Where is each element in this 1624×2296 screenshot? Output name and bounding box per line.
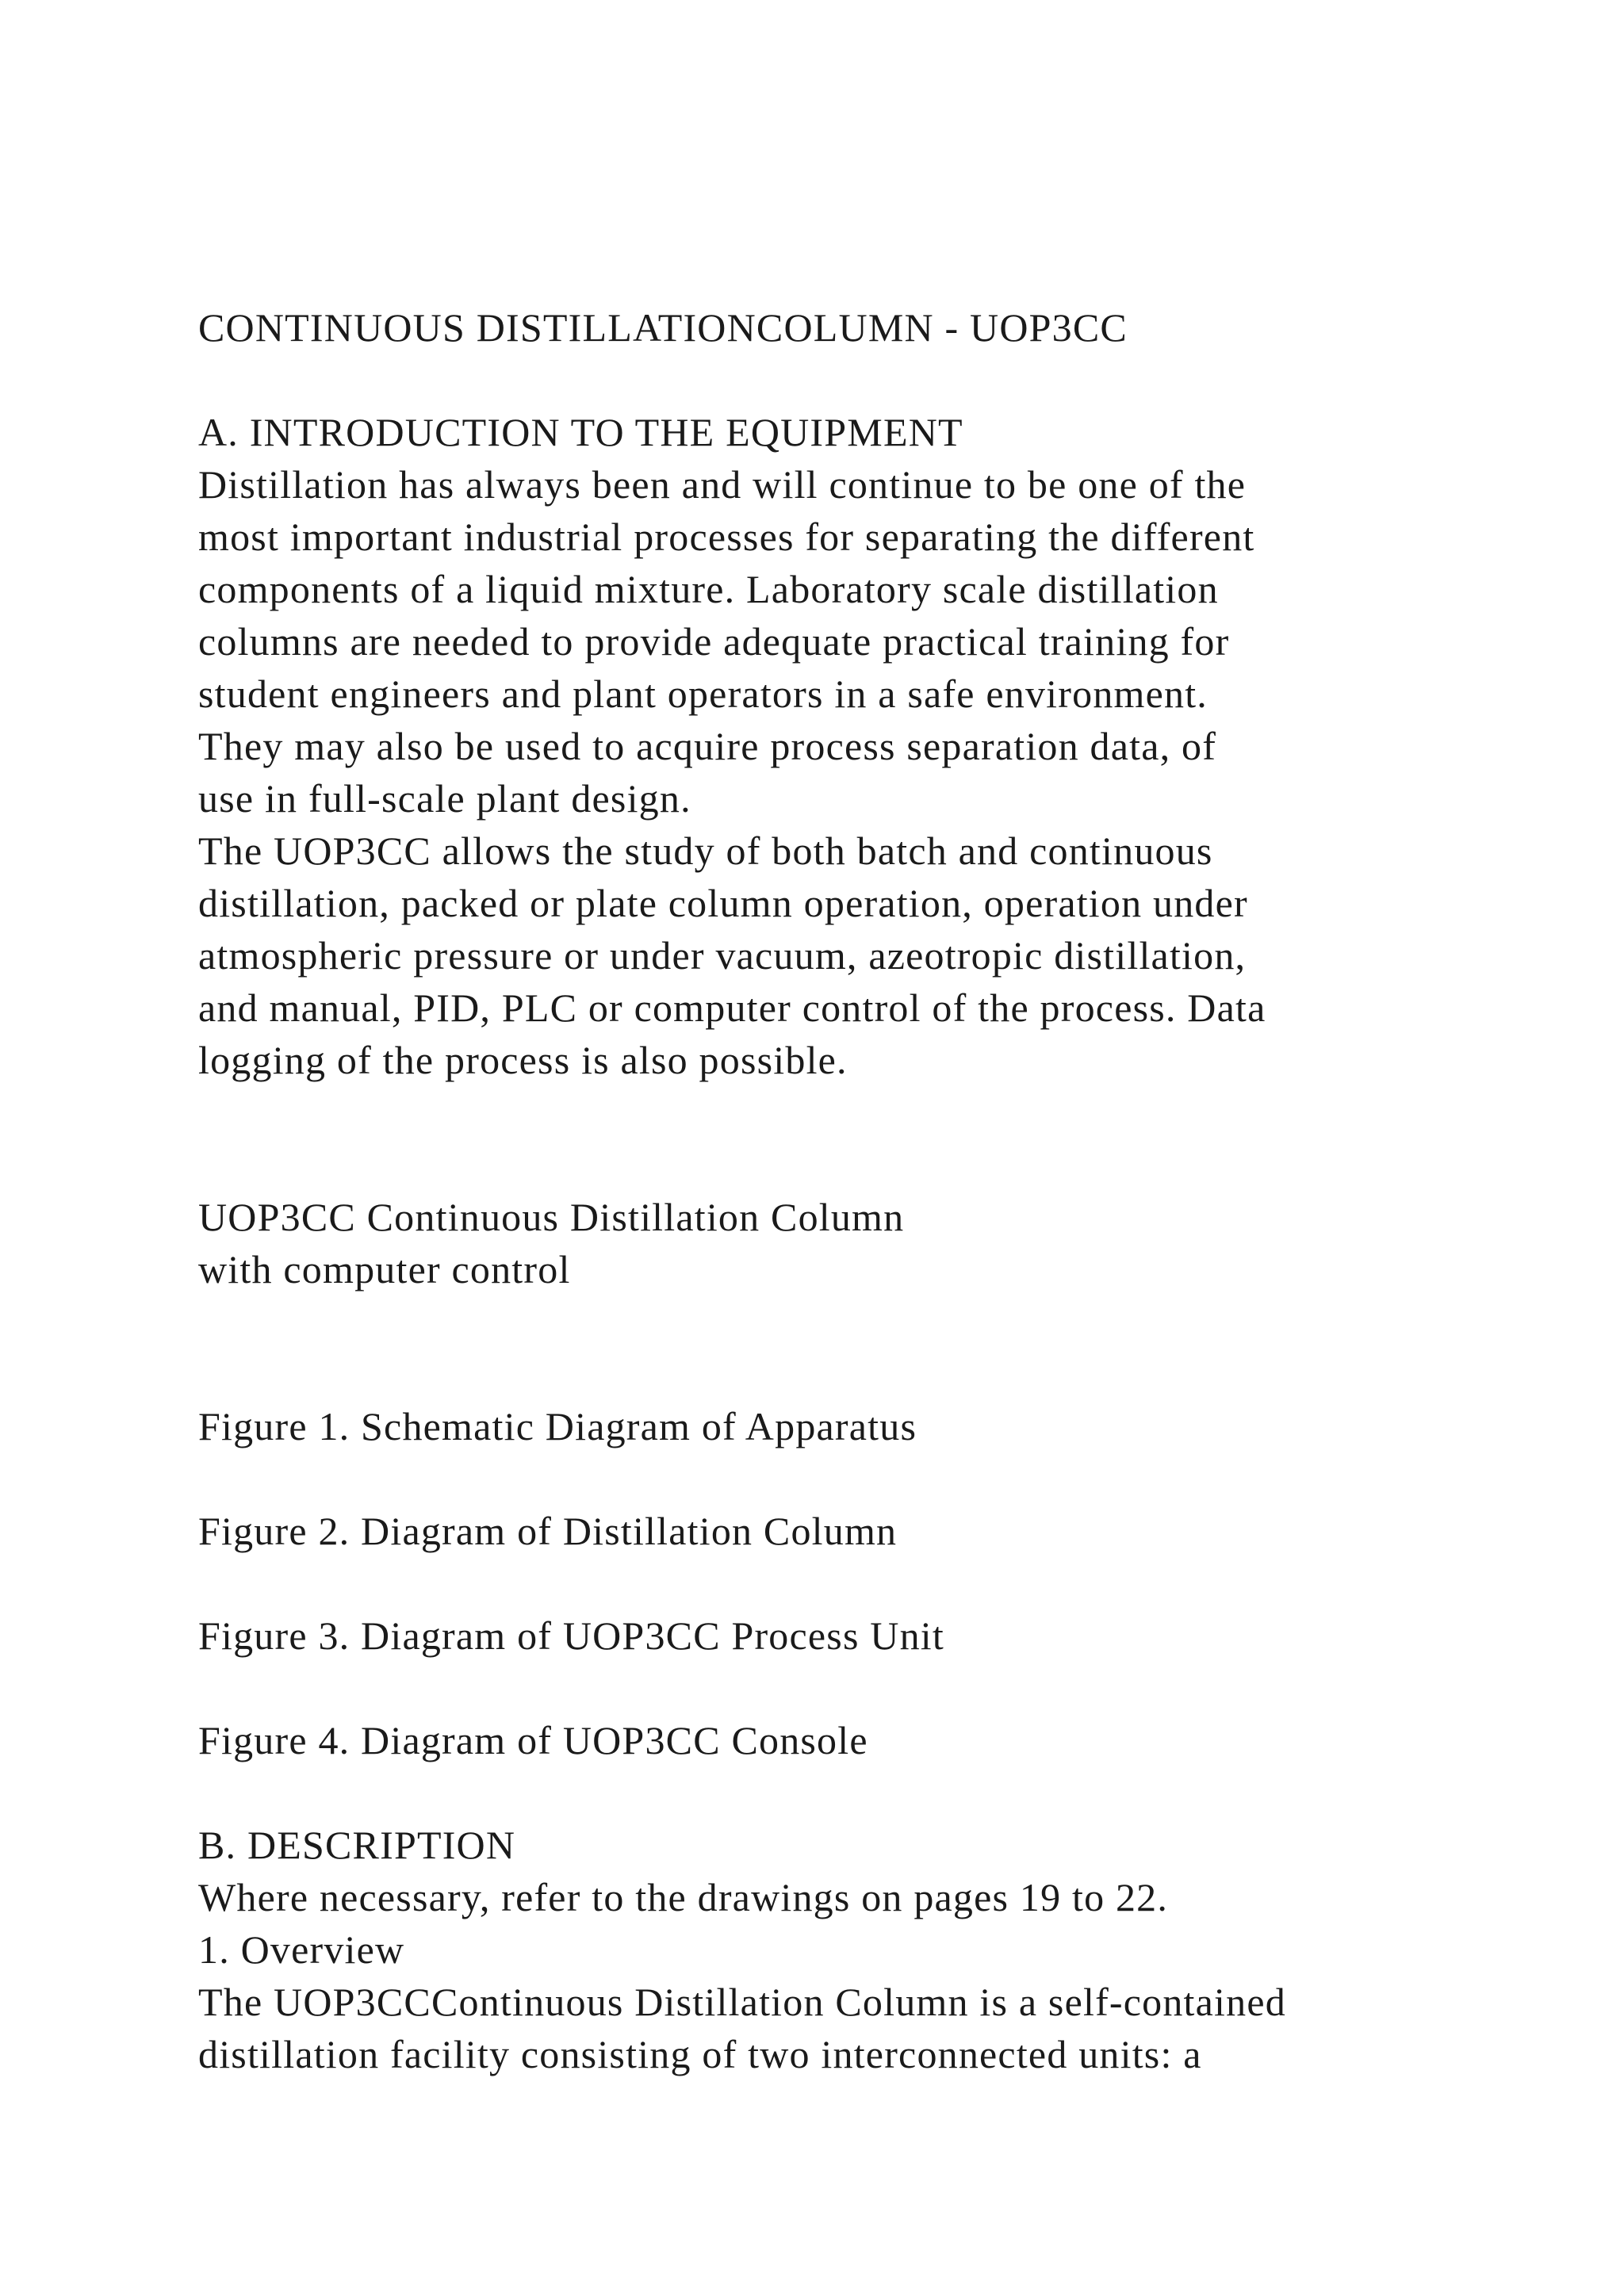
intro-paragraph-2-line-3: atmospheric pressure or under vacuum, azeotropic distillation, <box>198 933 1247 978</box>
intro-paragraph-1-line-5: student engineers and plant operators in a safe environment. <box>198 672 1208 716</box>
intro-paragraph-2-line-5: logging of the process is also possible. <box>198 1038 848 1082</box>
intro-paragraph-1-line-3: components of a liquid mixture. Laboratory scale distillation <box>198 567 1219 611</box>
intro-paragraph-2-line-4: and manual, PID, PLC or computer control of the process. Data <box>198 985 1266 1030</box>
intro-paragraph-1-line-2: most important industrial processes for separating the different <box>198 515 1255 559</box>
intro-paragraph-2-line-2: distillation, packed or plate column operation, operation under <box>198 881 1248 925</box>
figure-1-caption: Figure 1. Schematic Diagram of Apparatus <box>198 1404 917 1448</box>
intro-paragraph-1-line-7: use in full-scale plant design. <box>198 776 691 821</box>
intro-paragraph-1-line-4: columns are needed to provide adequate practical training for <box>198 619 1230 664</box>
overview-subheading: 1. Overview <box>198 1927 405 1972</box>
figure-3-caption: Figure 3. Diagram of UOP3CC Process Unit <box>198 1613 944 1658</box>
overview-paragraph-line-1: The UOP3CCContinuous Distillation Column is a self-contained <box>198 1980 1286 2024</box>
overview-paragraph-line-2: distillation facility consisting of two interconnected units: a <box>198 2032 1202 2076</box>
section-a-heading: A. INTRODUCTION TO THE EQUIPMENT <box>198 410 963 454</box>
intro-paragraph-1-line-6: They may also be used to acquire process separation data, of <box>198 724 1217 768</box>
document-title: CONTINUOUS DISTILLATIONCOLUMN - UOP3CC <box>198 305 1128 350</box>
section-b-intro: Where necessary, refer to the drawings on pages 19 to 22. <box>198 1875 1169 1919</box>
photo-caption-line-1: UOP3CC Continuous Distillation Column <box>198 1195 905 1239</box>
photo-caption-line-2: with computer control <box>198 1247 571 1292</box>
intro-paragraph-2-line-1: The UOP3CC allows the study of both batch and continuous <box>198 828 1213 873</box>
section-b-heading: B. DESCRIPTION <box>198 1823 516 1867</box>
figure-2-caption: Figure 2. Diagram of Distillation Column <box>198 1509 898 1553</box>
figure-4-caption: Figure 4. Diagram of UOP3CC Console <box>198 1718 868 1762</box>
intro-paragraph-1-line-1: Distillation has always been and will continue to be one of the <box>198 462 1247 507</box>
